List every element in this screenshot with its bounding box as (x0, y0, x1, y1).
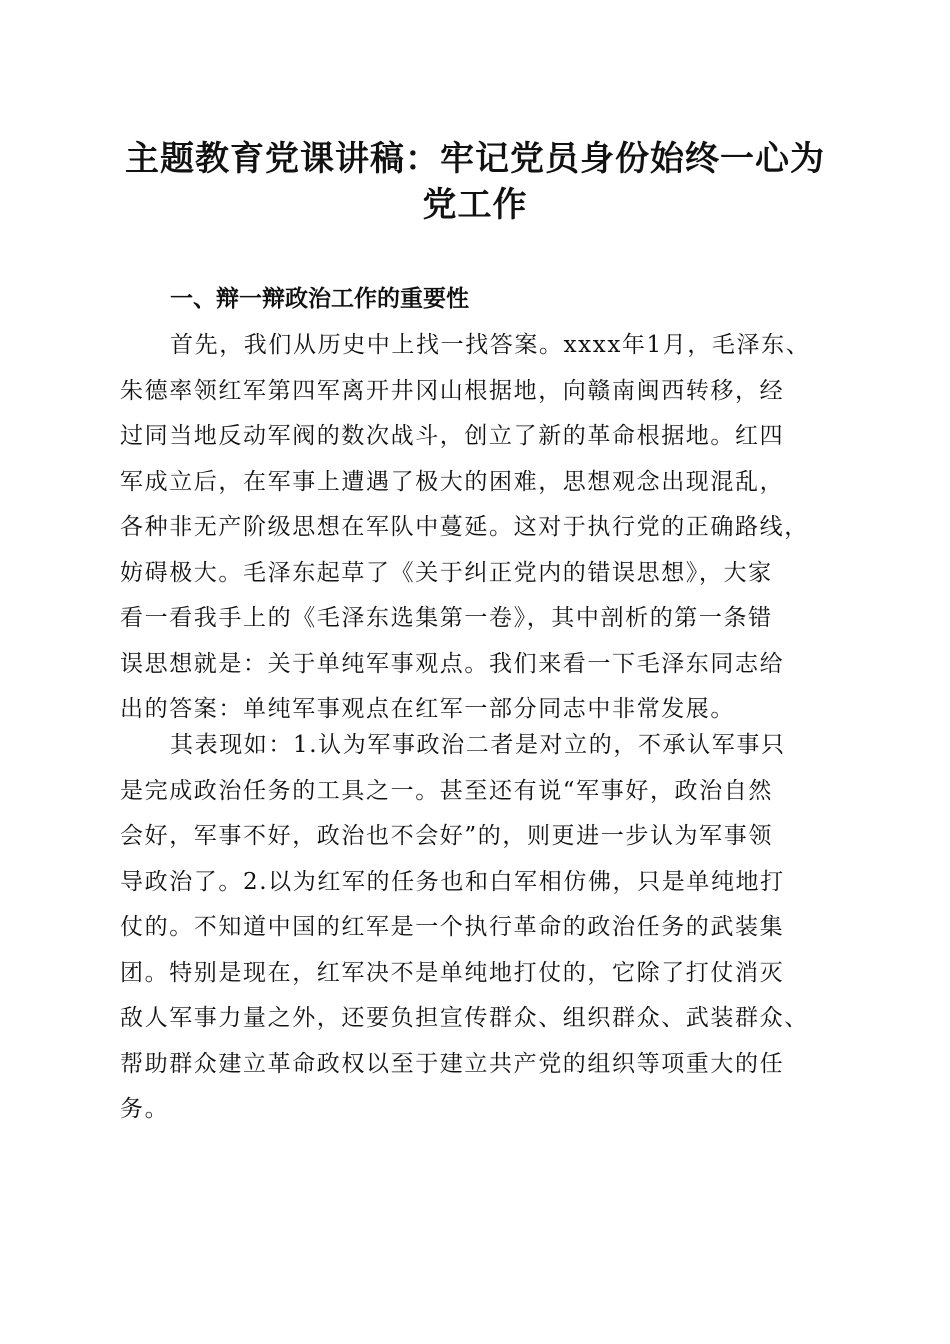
paragraph-line: 军成立后，在军事上遭遇了极大的困难，思想观念出现混乱， (120, 468, 785, 495)
paragraph-line: 看一看我手上的《毛泽东选集第一卷》，其中剖析的第一条错 (120, 605, 773, 631)
paragraph-history (120, 323, 840, 733)
paragraph-line: 团。特别是现在，红军决不是单纯地打仗的，它除了打仗消灭 (120, 959, 785, 986)
paragraph-line: 是完成政治任务的工具之一。甚至还有说“军事好，政治自然 (120, 777, 773, 804)
paragraph-line: 出的答案：单纯军事观点在红军一部分同志中非常发展。 (120, 696, 735, 722)
paragraph-line: 妨碍极大。毛泽东起草了《关于纠正党内的错误思想》，大家 (120, 559, 773, 586)
paragraph-line: 其表现如：1.认为军事政治二者是对立的，不承认军事只 (170, 732, 786, 758)
paragraph-line: 敌人军事力量之外，还要负担宣传群众、组织群众、武装群众、 (120, 1005, 809, 1031)
paragraph-manifestations (120, 723, 840, 1133)
paragraph-line: 会好，军事不好，政治也不会好”的，则更进一步认为军事领 (120, 823, 773, 849)
section-heading: 一、辩一辩政治工作的重要性 (170, 286, 469, 312)
paragraph-line: 首先，我们从历史中上找一找答案。xxxx年1月，毛泽东、 (170, 332, 811, 358)
paragraph-line: 朱德率领红军第四军离开井冈山根据地，向赣南闽西转移，经 (120, 377, 785, 404)
paragraph-line: 误思想就是：关于单纯军事观点。我们来看一下毛泽东同志给 (120, 650, 785, 677)
paragraph-line: 各种非无产阶级思想在军队中蔓延。这对于执行党的正确路线， (120, 514, 809, 540)
document-title (110, 136, 840, 228)
title-line: 党工作 (422, 185, 528, 225)
paragraph-line: 务。 (120, 1096, 170, 1122)
paragraph-line: 过同当地反动军阀的数次战斗，创立了新的革命根据地。红四 (120, 423, 785, 449)
paragraph-line: 帮助群众建立革命政权以至于建立共产党的组织等项重大的任 (120, 1050, 785, 1077)
title-line: 主题教育党课讲稿：牢记党员身份始终一心为 (125, 139, 825, 179)
paragraph-line: 导政治了。2.以为红军的任务也和白军相仿佛，只是单纯地打 (120, 868, 785, 895)
paragraph-line: 仗的。不知道中国的红军是一个执行革命的政治任务的武装集 (120, 914, 785, 940)
